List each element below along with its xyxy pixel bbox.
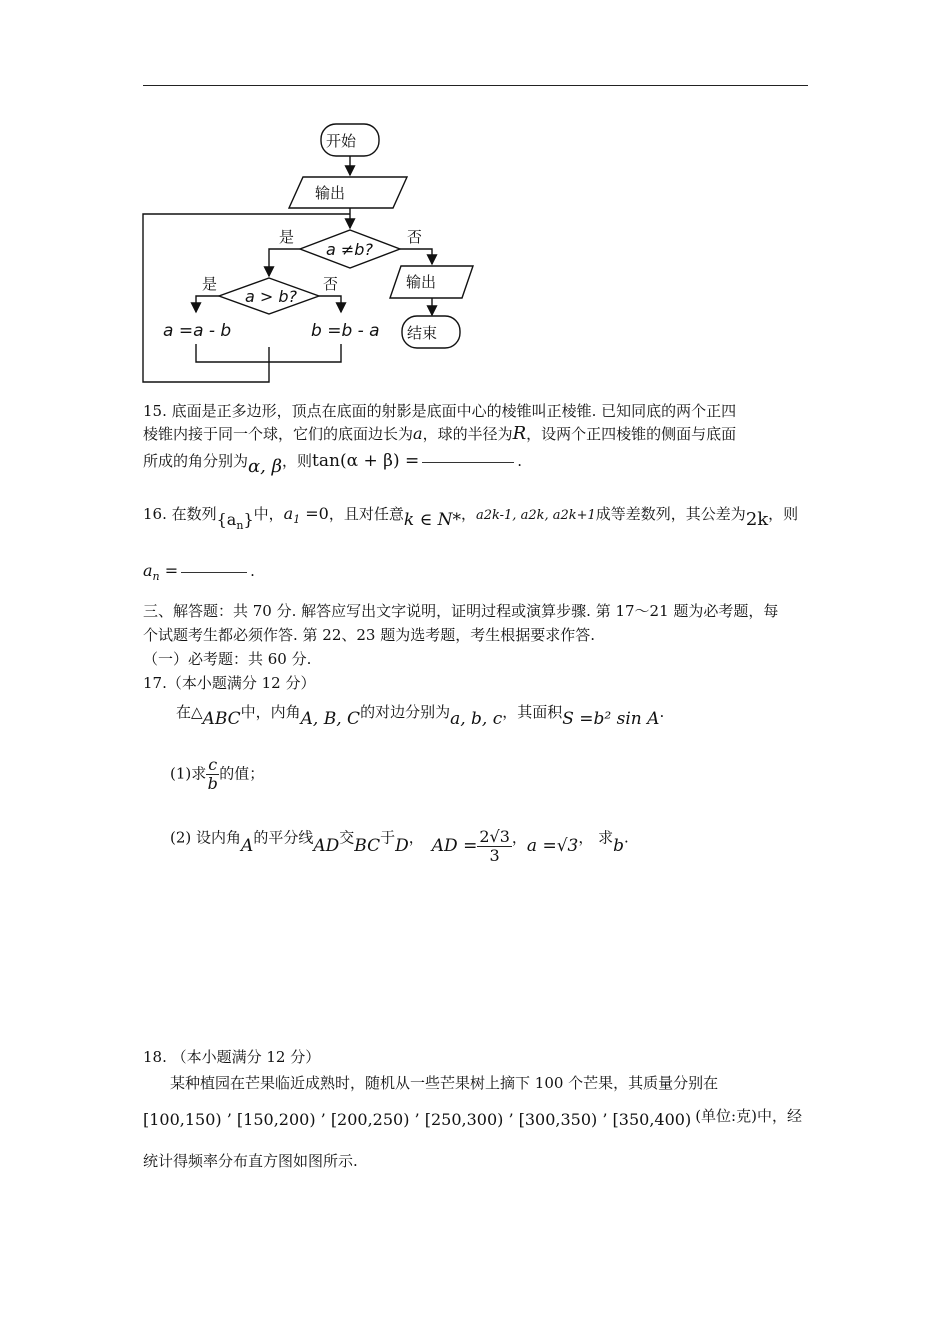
q18-line-3: 统计得频率分布直方图如图所示.: [143, 1152, 358, 1170]
q18-title: 18. （本小题满分 12 分）: [143, 1048, 321, 1066]
output-box-1: [289, 177, 407, 208]
yes-label-2: 是: [202, 275, 218, 293]
output-label-1: 输出: [315, 184, 346, 202]
condition-1-label: a ≠b?: [326, 240, 373, 259]
start-label: 开始: [326, 132, 357, 150]
q16-line-1: 16. 在数列$\{a_n\}$中，$a_1 =0$，且对任意k ∈ N*，a2k-1, a2k, a2k+1成等差数列，其公差为2k，则: [143, 504, 799, 533]
q16-a1: $a_1 =0$: [283, 504, 329, 527]
section3-line-2: 个试题考生都必须作答. 第 22、23 题为选考题，考生根据要求作答.: [143, 626, 596, 644]
q17-statement: 在△ABC中，内角A, B, C的对边分别为a, b, c，其面积S =b² sin A.: [176, 703, 665, 729]
q16-sequence: $\{a_n\}$: [216, 510, 254, 533]
q15-line-1: 15. 底面是正多边形，顶点在底面的射影是底面中心的棱锥叫正棱锥. 已知同底的两个正四: [143, 402, 737, 420]
end-label: 结束: [407, 324, 438, 342]
section3-line-3: （一）必考题：共 60 分.: [143, 650, 312, 668]
flowchart: [0, 0, 950, 400]
no-label-2: 否: [323, 275, 339, 293]
q15-answer-blank: [422, 462, 514, 463]
assign-right-label: b =b - a: [311, 321, 380, 341]
q16-line-2: $a_n$ = .: [143, 561, 255, 584]
condition-2-label: a > b?: [245, 287, 298, 306]
q17-part-2: (2) 设内角A的平分线AD交BC于D， AD = $\frac{2√3}{3}$ ，a =√3， 求b.: [170, 827, 629, 865]
section3-line-1: 三、解答题：共 70 分. 解答应写出文字说明，证明过程或演算步骤. 第 17～21 题为必考题，每: [143, 602, 779, 620]
q18-line-2: [100,150) ’ [150,200) ’ [200,250) ’ [250,300) ’ [300,350) ’ [350,400) (单位:克)中，经: [143, 1107, 802, 1129]
q16-answer-blank: [181, 572, 247, 573]
yes-label-1: 是: [279, 228, 295, 246]
q17-part-1: (1)求 $\frac{c}{b}$ 的值；: [170, 755, 265, 793]
no-label-1: 否: [407, 228, 423, 246]
output-label-2: 输出: [406, 273, 437, 291]
q17-title: 17.（本小题满分 12 分）: [143, 674, 316, 692]
q15-line-3: 所成的角分别为α, β，则tan(α + β) = .: [143, 451, 523, 477]
q15-line-2: 棱锥内接于同一个球，它们的底面边长为a，球的半径为R，设两个正四棱锥的侧面与底面: [143, 423, 737, 444]
assign-left-label: a =a - b: [163, 321, 232, 341]
q18-line-1: 某种植园在芒果临近成熟时，随机从一些芒果树上摘下 100 个芒果，其质量分别在: [170, 1074, 719, 1092]
